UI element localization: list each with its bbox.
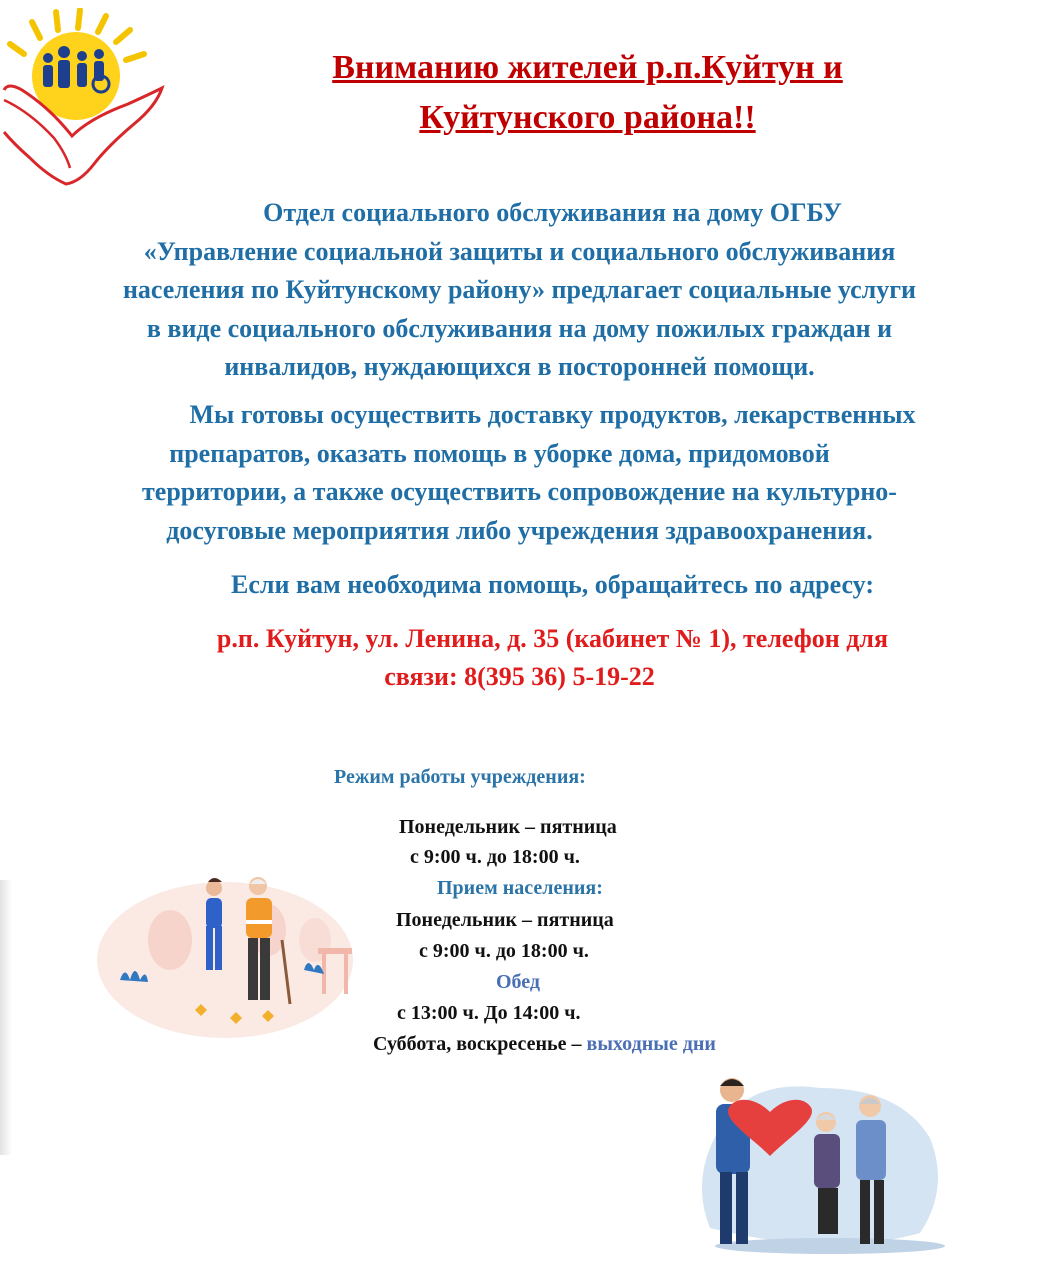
contact-prompt: Если вам необходима помощь, обращайтесь по адресу: <box>231 570 874 599</box>
lunch-hours: с 13:00 ч. До 14:00 ч. <box>397 1002 581 1024</box>
services-line: Мы готовы осуществить доставку продуктов, лекарственных <box>189 400 916 429</box>
title-line-2: Куйтунского района!! <box>419 99 756 136</box>
address-line-1: р.п. Куйтун, ул. Ленина, д. 35 (кабинет № 1), телефон для <box>216 624 889 653</box>
intro-line: Отдел социального обслуживания на дому ОГБУ <box>263 198 842 227</box>
title-line-1: Вниманию жителей р.п.Куйтун и <box>332 49 843 86</box>
page-edge-shadow <box>0 880 12 1155</box>
address-line-2: связи: 8(395 36) 5-19-22 <box>384 662 655 691</box>
services-paragraph <box>0 396 1039 550</box>
services-line: досуговые мероприятия либо учреждения здравоохранения. <box>166 515 873 545</box>
schedule-heading: Режим работы учреждения: <box>334 766 586 788</box>
reception-days: Понедельник – пятница <box>396 909 614 931</box>
nurse-elderly-illustration <box>90 870 360 1040</box>
intro-line: инвалидов, нуждающихся в посторонней помощи. <box>224 352 815 381</box>
lunch-heading: Обед <box>496 971 541 993</box>
reception-heading: Прием населения: <box>437 877 603 899</box>
heart-elderly-couple-illustration <box>680 1068 960 1258</box>
work-hours: с 9:00 ч. до 18:00 ч. <box>410 846 580 868</box>
weekend-row <box>373 1029 716 1059</box>
intro-paragraph <box>0 194 1039 387</box>
intro-line: «Управление социальной защиты и социального обслуживания <box>143 236 896 266</box>
reception-hours: с 9:00 ч. до 18:00 ч. <box>419 940 589 962</box>
services-line: препаратов, оказать помощь в уборке дома, придомовой <box>169 438 830 468</box>
weekend-days: Суббота, воскресенье – <box>373 1033 582 1055</box>
intro-line: в виде социального обслуживания на дому пожилых граждан и <box>146 313 893 343</box>
work-days: Понедельник – пятница <box>399 816 617 838</box>
weekend-label: выходные дни <box>586 1033 716 1055</box>
intro-line: населения по Куйтунскому району» предлагает социальные услуги <box>122 275 917 304</box>
services-line: территории, а также осуществить сопровождение на культурно- <box>142 477 897 506</box>
